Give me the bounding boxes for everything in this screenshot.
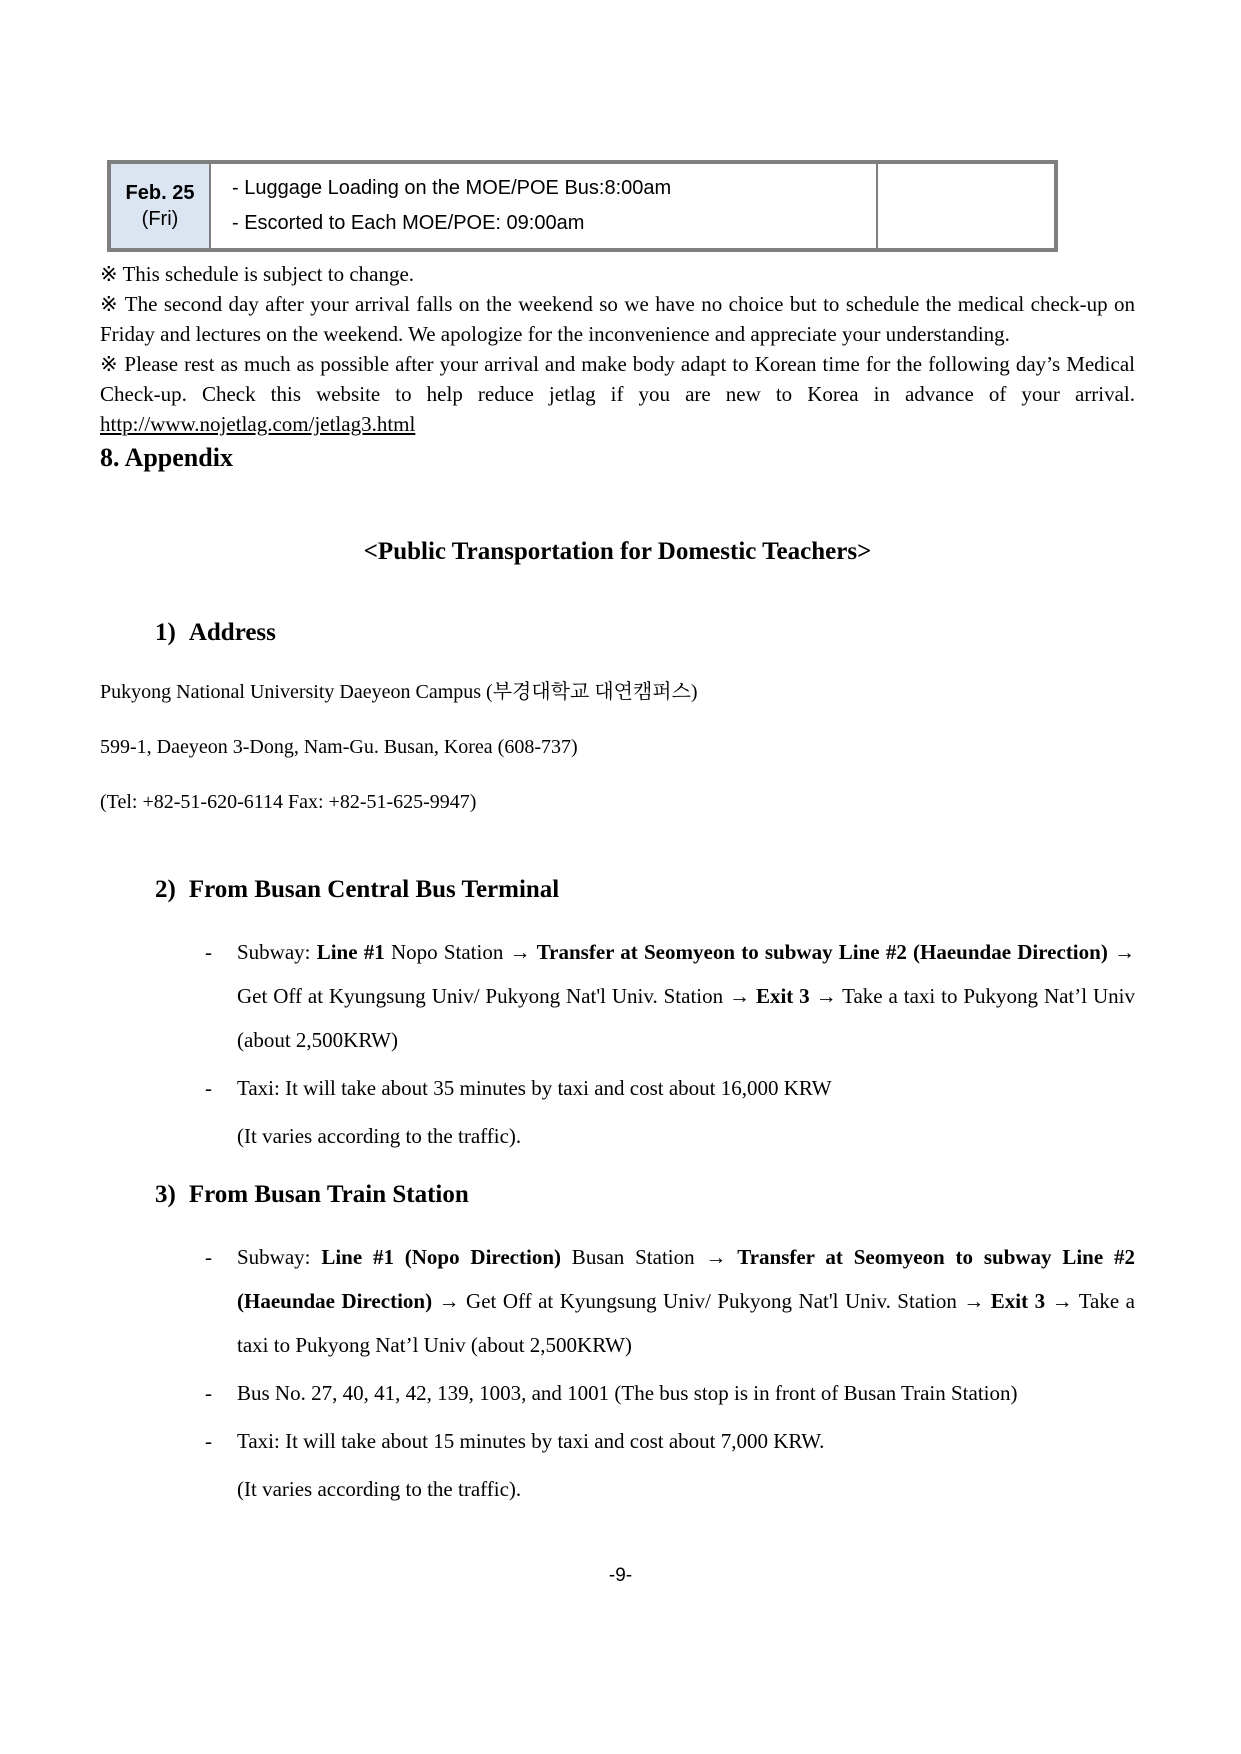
bullet-text: Subway: Line #1 Nopo Station → Transfer at Seomyeon to subway Line #2 (Haeundae Direction) → Get Off at Kyungsung Univ/ Pukyong Nat'l Univ. Station → Exit 3 → Take a taxi to Pukyong Nat’l Univ (about 2,500KRW) <box>237 940 1136 1052</box>
jetlag-link[interactable]: http://www.nojetlag.com/jetlag3.html <box>100 412 416 436</box>
notes-block <box>100 259 1135 439</box>
schedule-table <box>107 160 1058 252</box>
page-number: -9- <box>608 1565 633 1586</box>
schedule-date: Feb. 25 <box>125 182 195 204</box>
bullet-text: Taxi: It will take about 15 minutes by taxi and cost about 7,000 KRW. <box>237 1429 825 1453</box>
schedule-date-cell <box>111 164 211 248</box>
bullet-text: (It varies according to the traffic). <box>237 1477 522 1501</box>
note-weekend-schedule: ※ The second day after your arrival falls on the weekend so we have no choice but to schedule the medical check-up on Friday and lectures on the weekend. We apologize for the inconvenience and appreciate your understanding. <box>100 292 1135 346</box>
address-heading-title: Address <box>188 619 276 646</box>
section-number: 2) <box>155 876 176 903</box>
section-heading-train-station <box>100 1178 1135 1211</box>
bullet-text: Taxi: It will take about 35 minutes by taxi and cost about 16,000 KRW <box>237 1076 832 1100</box>
bullet-list-bus-terminal <box>100 930 1135 1158</box>
bullet-item-subway <box>100 1235 1135 1367</box>
section-heading-bus-terminal <box>100 873 1135 906</box>
schedule-items-cell <box>211 164 878 248</box>
schedule-item: - Escorted to Each MOE/POE: 09:00am <box>232 212 585 235</box>
bullet-list-train-station <box>100 1235 1135 1511</box>
bullet-dash <box>205 1467 237 1511</box>
bullet-item-bus <box>100 1371 1135 1415</box>
bullet-dash: - <box>205 1381 212 1405</box>
bullet-dash: - <box>205 1076 212 1100</box>
section-title: From Busan Train Station <box>188 1181 469 1208</box>
bullet-item-taxi <box>100 1419 1135 1463</box>
bullet-text: Subway: Line #1 (Nopo Direction) Busan Station → Transfer at Seomyeon to subway Line #2 (Haeundae Direction) → Get Off at Kyungsung Univ/ Pukyong Nat'l Univ. Station → Exit 3 → Take a taxi to Pukyong Nat’l Univ (about 2,500KRW) <box>237 1245 1135 1357</box>
bullet-text: Bus No. 27, 40, 41, 42, 139, 1003, and 1001 (The bus stop is in front of Busan Train Station) <box>237 1381 1018 1405</box>
section-title: From Busan Central Bus Terminal <box>188 876 560 903</box>
address-line-street: 599-1, Daeyeon 3-Dong, Nam-Gu. Busan, Korea (608-737) <box>100 736 578 758</box>
appendix-heading: 8. Appendix <box>100 443 233 472</box>
schedule-day: (Fri) <box>141 208 179 230</box>
bullet-text: (It varies according to the traffic). <box>237 1124 522 1148</box>
transport-subtitle: <Public Transportation for Domestic Teachers> <box>363 538 872 565</box>
schedule-empty-cell <box>878 164 1054 248</box>
bullet-dash: - <box>205 1245 212 1269</box>
bullet-dash: - <box>205 1429 212 1453</box>
bullet-item-traffic-note <box>100 1467 1135 1511</box>
section-number: 3) <box>155 1181 176 1208</box>
bullet-item-taxi <box>100 1066 1135 1110</box>
bullet-dash <box>205 1114 237 1158</box>
note-schedule-change: ※ This schedule is subject to change. <box>100 262 415 286</box>
address-heading-number: 1) <box>155 619 176 646</box>
bullet-item-subway <box>100 930 1135 1062</box>
bullet-item-traffic-note <box>100 1114 1135 1158</box>
schedule-item: - Luggage Loading on the MOE/POE Bus:8:00am <box>232 176 672 199</box>
bullet-dash: - <box>205 940 212 964</box>
address-line-phone: (Tel: +82-51-620-6114 Fax: +82-51-625-9947) <box>100 791 477 813</box>
address-heading <box>100 616 1135 649</box>
note-jetlag: ※ Please rest as much as possible after your arrival and make body adapt to Korean time for the following day’s Medical Check-up. Check this website to help reduce jetlag if you are new to Korea in advance of your arrival. http://www.nojetlag.com/jetlag3.html <box>100 352 1135 436</box>
address-line-campus: Pukyong National University Daeyeon Campus (부경대학교 대연캠퍼스) <box>100 681 698 703</box>
